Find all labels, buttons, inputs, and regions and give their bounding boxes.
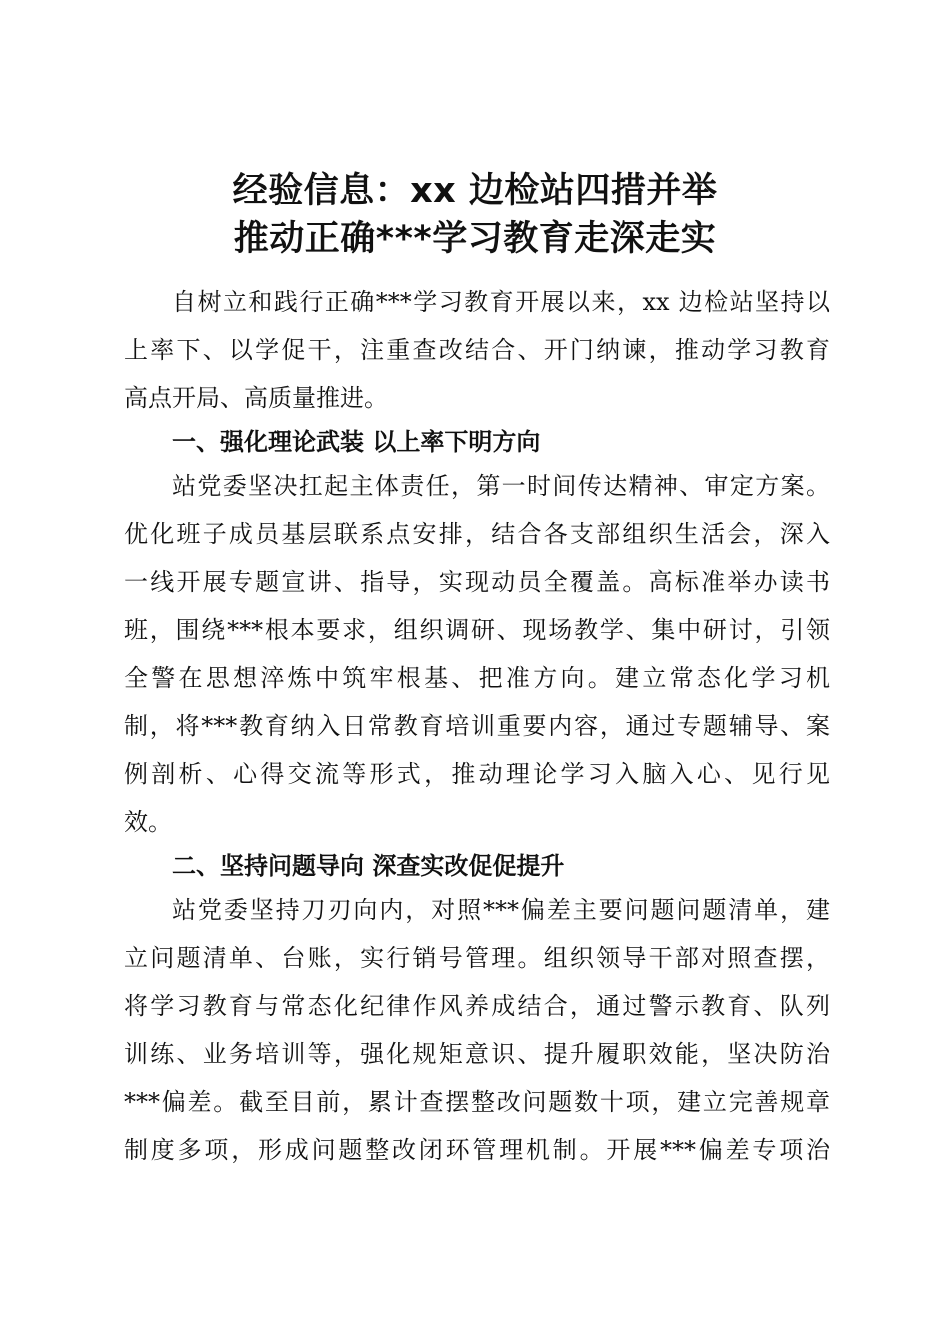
intro-line-2: 上率下、以学促干，注重查改结合、开门纳谏，推动学习教育 bbox=[124, 336, 830, 364]
section-2-line-4: 训练、业务培训等，强化规矩意识、提升履职效能，坚决防治 bbox=[124, 1040, 830, 1068]
section-1-line-4: 班，围绕***根本要求，组织调研、现场教学、集中研讨，引领 bbox=[124, 616, 830, 644]
section-1-line-8: 效。 bbox=[124, 808, 172, 836]
section-1-line-3: 一线开展专题宣讲、指导，实现动员全覆盖。高标准举办读书 bbox=[124, 568, 830, 596]
document-title-line-2: 推动正确***学习教育走深走实 bbox=[233, 219, 717, 259]
section-2-line-5: ***偏差。截至目前，累计查摆整改问题数十项，建立完善规章 bbox=[124, 1088, 830, 1116]
section-1-line-6: 制，将***教育纳入日常教育培训重要内容，通过专题辅导、案 bbox=[124, 712, 830, 740]
section-2-line-2: 立问题清单、台账，实行销号管理。组织领导干部对照查摆， bbox=[124, 944, 830, 972]
section-1-line-5: 全警在思想淬炼中筑牢根基、把准方向。建立常态化学习机 bbox=[124, 664, 830, 692]
section-1-line-1: 站党委坚决扛起主体责任，第一时间传达精神、审定方案。 bbox=[172, 472, 830, 500]
section-1-line-7: 例剖析、心得交流等形式，推动理论学习入脑入心、见行见 bbox=[124, 760, 830, 788]
intro-line-1: 自树立和践行正确***学习教育开展以来，xx 边检站坚持以 bbox=[172, 288, 830, 316]
section-1-line-2: 优化班子成员基层联系点安排，结合各支部组织生活会，深入 bbox=[124, 520, 830, 548]
document-title-line-1: 经验信息：xx 边检站四措并举 bbox=[232, 171, 718, 211]
section-2-heading: 二、坚持问题导向 深查实改促促提升 bbox=[172, 852, 565, 880]
section-2-line-3: 将学习教育与常态化纪律作风养成结合，通过警示教育、队列 bbox=[124, 992, 830, 1020]
intro-line-3: 高点开局、高质量推进。 bbox=[124, 384, 388, 412]
section-2-line-1: 站党委坚持刀刃向内，对照***偏差主要问题问题清单，建 bbox=[172, 896, 830, 924]
section-1-heading: 一、强化理论武装 以上率下明方向 bbox=[172, 428, 541, 456]
section-2-line-6: 制度多项，形成问题整改闭环管理机制。开展***偏差专项治 bbox=[124, 1136, 830, 1164]
